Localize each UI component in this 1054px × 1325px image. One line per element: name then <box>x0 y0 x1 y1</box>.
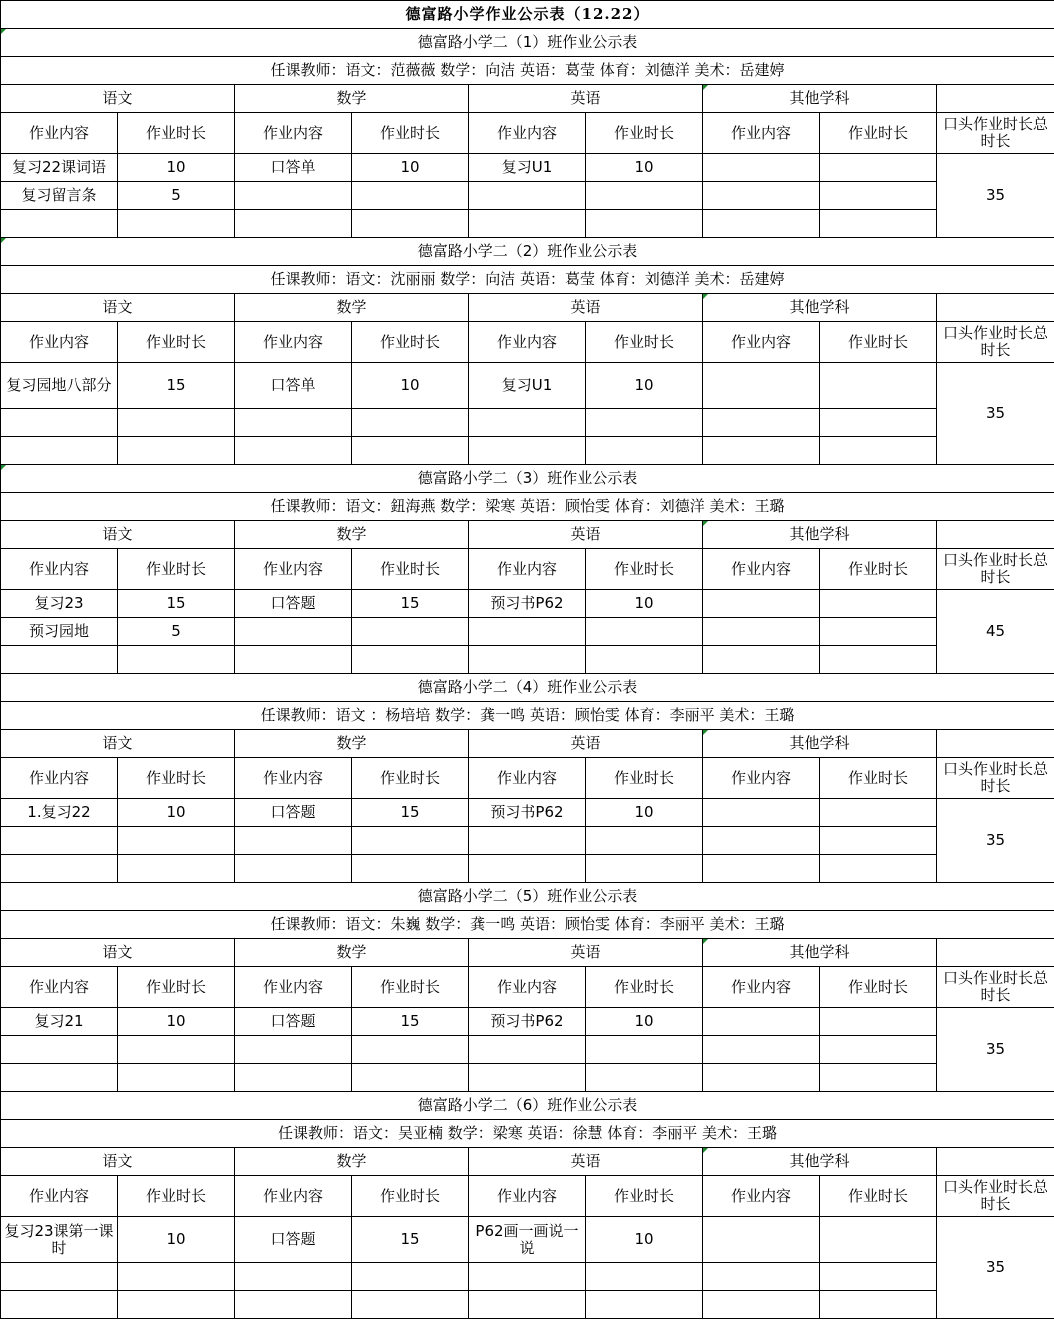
teachers-row <box>1 493 1054 521</box>
homework-duration-cell <box>352 1064 469 1092</box>
sub-header-row <box>1 1176 1054 1217</box>
data-row <box>1 799 1054 827</box>
content-header: 作业内容 <box>1 549 118 590</box>
homework-duration-cell <box>586 210 703 238</box>
homework-duration-cell <box>352 409 469 437</box>
homework-duration-cell: 10 <box>586 799 703 827</box>
sub-header-row <box>1 758 1054 799</box>
content-header: 作业内容 <box>1 967 118 1008</box>
subject-header-english: 英语 <box>469 85 703 113</box>
homework-content-cell <box>469 210 586 238</box>
homework-duration-cell <box>820 827 937 855</box>
homework-content-cell: 复习U1 <box>469 363 586 409</box>
homework-duration-cell <box>118 437 235 465</box>
oral-total-header: 口头作业时长总时长 <box>937 113 1054 154</box>
cell-comment-marker <box>1 29 6 34</box>
duration-header: 作业时长 <box>352 758 469 799</box>
data-row <box>1 409 1054 437</box>
data-row <box>1 1217 1054 1263</box>
data-row <box>1 827 1054 855</box>
subject-header-chinese: 语文 <box>1 85 235 113</box>
homework-content-cell <box>235 1263 352 1291</box>
subject-header-row <box>1 939 1054 967</box>
homework-content-cell <box>235 646 352 674</box>
homework-duration-cell <box>352 855 469 883</box>
teachers-row <box>1 911 1054 939</box>
homework-duration-cell <box>118 1036 235 1064</box>
homework-content-cell <box>703 1008 820 1036</box>
homework-duration-cell: 15 <box>352 1008 469 1036</box>
subject-header-english: 英语 <box>469 521 703 549</box>
homework-duration-cell <box>586 1036 703 1064</box>
subject-header-blank <box>937 85 1054 113</box>
data-row <box>1 646 1054 674</box>
homework-content-cell <box>703 182 820 210</box>
homework-content-cell: 口答题 <box>235 1008 352 1036</box>
homework-content-cell: 复习留言条 <box>1 182 118 210</box>
homework-duration-cell: 5 <box>118 618 235 646</box>
duration-header: 作业时长 <box>586 967 703 1008</box>
homework-content-cell <box>469 646 586 674</box>
homework-content-cell <box>1 1036 118 1064</box>
content-header: 作业内容 <box>703 1176 820 1217</box>
homework-duration-cell <box>118 1064 235 1092</box>
data-row <box>1 363 1054 409</box>
duration-header: 作业时长 <box>118 758 235 799</box>
content-header: 作业内容 <box>235 967 352 1008</box>
content-header: 作业内容 <box>235 1176 352 1217</box>
data-row <box>1 1036 1054 1064</box>
homework-content-cell: 口答单 <box>235 363 352 409</box>
homework-duration-cell <box>352 182 469 210</box>
homework-content-cell <box>703 590 820 618</box>
subject-header-math: 数学 <box>235 939 469 967</box>
homework-duration-cell <box>118 210 235 238</box>
homework-duration-cell <box>820 1263 937 1291</box>
homework-content-cell <box>703 1291 820 1319</box>
homework-content-cell <box>703 409 820 437</box>
oral-total-value: 35 <box>937 363 1054 465</box>
homework-duration-cell <box>820 154 937 182</box>
homework-duration-cell <box>352 210 469 238</box>
homework-duration-cell <box>352 827 469 855</box>
homework-duration-cell: 15 <box>118 363 235 409</box>
homework-content-cell: 口答单 <box>235 154 352 182</box>
homework-content-cell <box>469 855 586 883</box>
teachers-row <box>1 57 1054 85</box>
title-row <box>1 1 1054 29</box>
homework-content-cell <box>703 363 820 409</box>
homework-duration-cell <box>118 1263 235 1291</box>
homework-content-cell <box>703 1263 820 1291</box>
homework-content-cell <box>703 855 820 883</box>
homework-duration-cell: 10 <box>586 363 703 409</box>
class-title: 德富路小学二（5）班作业公示表 <box>1 883 1054 911</box>
homework-content-cell <box>1 437 118 465</box>
homework-duration-cell <box>586 646 703 674</box>
content-header: 作业内容 <box>235 113 352 154</box>
content-header: 作业内容 <box>469 113 586 154</box>
homework-duration-cell <box>820 363 937 409</box>
data-row <box>1 590 1054 618</box>
homework-duration-cell <box>118 1291 235 1319</box>
homework-content-cell: 复习21 <box>1 1008 118 1036</box>
duration-header: 作业时长 <box>118 967 235 1008</box>
cell-comment-marker <box>1 465 6 470</box>
duration-header: 作业时长 <box>820 322 937 363</box>
duration-header: 作业时长 <box>820 549 937 590</box>
class-title: 德富路小学二（6）班作业公示表 <box>1 1092 1054 1120</box>
homework-content-cell: 复习23 <box>1 590 118 618</box>
homework-duration-cell: 10 <box>586 1217 703 1263</box>
homework-duration-cell: 10 <box>118 799 235 827</box>
data-row <box>1 437 1054 465</box>
subject-header-row <box>1 85 1054 113</box>
subject-header-english: 英语 <box>469 939 703 967</box>
homework-duration-cell: 10 <box>118 154 235 182</box>
data-row <box>1 1008 1054 1036</box>
data-row <box>1 182 1054 210</box>
sub-header-row <box>1 549 1054 590</box>
subject-header-row <box>1 521 1054 549</box>
content-header: 作业内容 <box>469 758 586 799</box>
homework-duration-cell <box>820 210 937 238</box>
homework-duration-cell <box>820 409 937 437</box>
subject-header-chinese: 语文 <box>1 1148 235 1176</box>
homework-content-cell <box>235 1036 352 1064</box>
duration-header: 作业时长 <box>820 113 937 154</box>
homework-duration-cell <box>820 1064 937 1092</box>
homework-duration-cell: 15 <box>352 1217 469 1263</box>
subject-header-english: 英语 <box>469 294 703 322</box>
duration-header: 作业时长 <box>820 758 937 799</box>
teachers-row <box>1 1120 1054 1148</box>
duration-header: 作业时长 <box>118 549 235 590</box>
homework-duration-cell <box>586 1263 703 1291</box>
homework-content-cell <box>1 1064 118 1092</box>
class-title: 德富路小学二（1）班作业公示表 <box>1 29 1054 57</box>
cell-comment-marker <box>703 939 708 944</box>
homework-duration-cell <box>586 1291 703 1319</box>
duration-header: 作业时长 <box>352 1176 469 1217</box>
data-row <box>1 1263 1054 1291</box>
subject-header-math: 数学 <box>235 1148 469 1176</box>
class-title-row <box>1 465 1054 493</box>
subject-header-math: 数学 <box>235 85 469 113</box>
subject-header-row <box>1 730 1054 758</box>
homework-duration-cell <box>820 1036 937 1064</box>
homework-content-cell <box>703 437 820 465</box>
homework-content-cell <box>1 855 118 883</box>
homework-content-cell <box>1 409 118 437</box>
data-row <box>1 618 1054 646</box>
duration-header: 作业时长 <box>586 322 703 363</box>
homework-content-cell: 预习书P62 <box>469 590 586 618</box>
teachers-line: 任课教师：语文：吴亚楠 数学：梁寒 英语：徐慧 体育：李丽平 美术：王璐 <box>1 1120 1054 1148</box>
subject-header-blank <box>937 730 1054 758</box>
homework-content-cell <box>469 1263 586 1291</box>
homework-content-cell <box>703 827 820 855</box>
homework-content-cell: 复习园地八部分 <box>1 363 118 409</box>
homework-duration-cell: 10 <box>352 154 469 182</box>
homework-duration-cell: 10 <box>118 1217 235 1263</box>
homework-duration-cell <box>586 409 703 437</box>
teachers-line: 任课教师：语文：沈丽丽 数学：向洁 英语：葛莹 体育：刘德洋 美术：岳建婷 <box>1 266 1054 294</box>
homework-duration-cell <box>352 437 469 465</box>
oral-total-value: 35 <box>937 154 1054 238</box>
homework-content-cell <box>235 618 352 646</box>
homework-content-cell: 口答题 <box>235 1217 352 1263</box>
content-header: 作业内容 <box>703 967 820 1008</box>
oral-total-header: 口头作业时长总时长 <box>937 758 1054 799</box>
homework-content-cell <box>703 210 820 238</box>
homework-duration-cell <box>352 646 469 674</box>
duration-header: 作业时长 <box>820 967 937 1008</box>
content-header: 作业内容 <box>469 967 586 1008</box>
cell-comment-marker <box>1 238 6 243</box>
homework-content-cell <box>469 618 586 646</box>
content-header: 作业内容 <box>1 1176 118 1217</box>
homework-duration-cell <box>352 1036 469 1064</box>
homework-content-cell <box>703 1064 820 1092</box>
class-title-row <box>1 29 1054 57</box>
subject-header-other: 其他学科 <box>703 939 937 967</box>
homework-duration-cell: 10 <box>586 1008 703 1036</box>
class-title-row <box>1 1092 1054 1120</box>
homework-duration-cell <box>586 855 703 883</box>
subject-header-chinese: 语文 <box>1 730 235 758</box>
oral-total-header: 口头作业时长总时长 <box>937 549 1054 590</box>
duration-header: 作业时长 <box>352 113 469 154</box>
homework-content-cell: P62画一画说一说 <box>469 1217 586 1263</box>
homework-duration-cell <box>118 646 235 674</box>
content-header: 作业内容 <box>703 113 820 154</box>
subject-header-chinese: 语文 <box>1 939 235 967</box>
sub-header-row <box>1 113 1054 154</box>
class-title-row <box>1 674 1054 702</box>
teachers-row <box>1 702 1054 730</box>
content-header: 作业内容 <box>703 758 820 799</box>
subject-header-math: 数学 <box>235 730 469 758</box>
homework-content-cell <box>235 182 352 210</box>
subject-header-other: 其他学科 <box>703 294 937 322</box>
data-row <box>1 855 1054 883</box>
cell-comment-marker <box>703 85 708 90</box>
homework-duration-cell <box>586 1064 703 1092</box>
cell-comment-marker <box>703 294 708 299</box>
subject-header-chinese: 语文 <box>1 294 235 322</box>
homework-duration-cell: 15 <box>352 590 469 618</box>
duration-header: 作业时长 <box>586 1176 703 1217</box>
homework-duration-cell <box>820 1291 937 1319</box>
teachers-line: 任课教师：语文：鈕海燕 数学：梁寒 英语：顾怡雯 体育：刘德洋 美术：王璐 <box>1 493 1054 521</box>
oral-total-value: 35 <box>937 1217 1054 1319</box>
homework-duration-cell <box>820 1217 937 1263</box>
homework-content-cell <box>703 1217 820 1263</box>
duration-header: 作业时长 <box>352 549 469 590</box>
subject-header-other: 其他学科 <box>703 1148 937 1176</box>
homework-duration-cell: 10 <box>586 154 703 182</box>
subject-header-blank <box>937 1148 1054 1176</box>
homework-content-cell <box>1 210 118 238</box>
oral-total-value: 45 <box>937 590 1054 674</box>
homework-content-cell <box>703 799 820 827</box>
homework-duration-cell <box>820 182 937 210</box>
homework-content-cell: 预习书P62 <box>469 1008 586 1036</box>
duration-header: 作业时长 <box>118 113 235 154</box>
homework-content-cell <box>1 1263 118 1291</box>
homework-content-cell: 复习U1 <box>469 154 586 182</box>
subject-header-english: 英语 <box>469 730 703 758</box>
duration-header: 作业时长 <box>586 113 703 154</box>
homework-content-cell <box>469 1036 586 1064</box>
duration-header: 作业时长 <box>352 967 469 1008</box>
homework-content-cell: 口答题 <box>235 590 352 618</box>
homework-content-cell <box>235 855 352 883</box>
homework-content-cell: 复习23课第一课时 <box>1 1217 118 1263</box>
sub-header-row <box>1 322 1054 363</box>
duration-header: 作业时长 <box>118 322 235 363</box>
data-row <box>1 1064 1054 1092</box>
content-header: 作业内容 <box>1 113 118 154</box>
duration-header: 作业时长 <box>352 322 469 363</box>
duration-header: 作业时长 <box>820 1176 937 1217</box>
homework-duration-cell <box>352 618 469 646</box>
cell-comment-marker <box>703 521 708 526</box>
content-header: 作业内容 <box>703 549 820 590</box>
cell-comment-marker <box>703 1148 708 1153</box>
homework-duration-cell <box>820 646 937 674</box>
subject-header-other: 其他学科 <box>703 730 937 758</box>
homework-duration-cell <box>352 1291 469 1319</box>
content-header: 作业内容 <box>469 322 586 363</box>
homework-content-cell <box>1 827 118 855</box>
homework-duration-cell <box>586 827 703 855</box>
class-title: 德富路小学二（2）班作业公示表 <box>1 238 1054 266</box>
homework-content-cell <box>469 1291 586 1319</box>
teachers-row <box>1 266 1054 294</box>
homework-content-cell <box>1 1291 118 1319</box>
teachers-line: 任课教师：语文：朱巍 数学：龚一鸣 英语：顾怡雯 体育：李丽平 美术：王璐 <box>1 911 1054 939</box>
homework-content-cell <box>235 210 352 238</box>
subject-header-blank <box>937 939 1054 967</box>
subject-header-row <box>1 294 1054 322</box>
cell-comment-marker <box>703 730 708 735</box>
subject-header-other: 其他学科 <box>703 85 937 113</box>
duration-header: 作业时长 <box>586 549 703 590</box>
homework-duration-cell <box>118 855 235 883</box>
data-row <box>1 210 1054 238</box>
subject-header-blank <box>937 294 1054 322</box>
homework-content-cell: 口答题 <box>235 799 352 827</box>
homework-content-cell <box>235 437 352 465</box>
homework-content-cell: 1.复习22 <box>1 799 118 827</box>
homework-content-cell <box>235 827 352 855</box>
homework-content-cell <box>703 646 820 674</box>
homework-duration-cell <box>586 437 703 465</box>
oral-total-value: 35 <box>937 1008 1054 1092</box>
homework-duration-cell <box>586 182 703 210</box>
duration-header: 作业时长 <box>586 758 703 799</box>
oral-total-value: 35 <box>937 799 1054 883</box>
homework-duration-cell <box>820 437 937 465</box>
homework-content-cell <box>235 1291 352 1319</box>
sub-header-row <box>1 967 1054 1008</box>
class-title: 德富路小学二（3）班作业公示表 <box>1 465 1054 493</box>
content-header: 作业内容 <box>1 322 118 363</box>
content-header: 作业内容 <box>1 758 118 799</box>
homework-content-cell <box>469 437 586 465</box>
content-header: 作业内容 <box>469 549 586 590</box>
subject-header-row <box>1 1148 1054 1176</box>
homework-duration-cell <box>820 590 937 618</box>
homework-content-cell <box>469 409 586 437</box>
homework-duration-cell <box>820 1008 937 1036</box>
content-header: 作业内容 <box>235 549 352 590</box>
homework-content-cell <box>235 409 352 437</box>
class-title: 德富路小学二（4）班作业公示表 <box>1 674 1054 702</box>
homework-duration-cell <box>118 409 235 437</box>
subject-header-math: 数学 <box>235 294 469 322</box>
data-row <box>1 154 1054 182</box>
oral-total-header: 口头作业时长总时长 <box>937 967 1054 1008</box>
content-header: 作业内容 <box>235 758 352 799</box>
oral-total-header: 口头作业时长总时长 <box>937 322 1054 363</box>
homework-content-cell <box>469 182 586 210</box>
oral-total-header: 口头作业时长总时长 <box>937 1176 1054 1217</box>
content-header: 作业内容 <box>703 322 820 363</box>
homework-duration-cell <box>820 618 937 646</box>
subject-header-chinese: 语文 <box>1 521 235 549</box>
homework-duration-cell <box>820 799 937 827</box>
subject-header-math: 数学 <box>235 521 469 549</box>
data-row <box>1 1291 1054 1319</box>
subject-header-other: 其他学科 <box>703 521 937 549</box>
homework-content-cell <box>469 1064 586 1092</box>
homework-duration-cell <box>586 618 703 646</box>
homework-content-cell <box>1 646 118 674</box>
subject-header-blank <box>937 521 1054 549</box>
teachers-line: 任课教师：语文：范薇薇 数学：向洁 英语：葛莹 体育：刘德洋 美术：岳建婷 <box>1 57 1054 85</box>
teachers-line: 任课教师：语文 ：杨培培 数学：龚一鸣 英语：顾怡雯 体育：李丽平 美术：王璐 <box>1 702 1054 730</box>
homework-content-cell <box>469 827 586 855</box>
homework-content-cell: 预习园地 <box>1 618 118 646</box>
sheet-title: 德富路小学作业公示表（12.22） <box>1 1 1054 29</box>
class-title-row <box>1 883 1054 911</box>
homework-content-cell: 复习22课词语 <box>1 154 118 182</box>
homework-duration-cell <box>820 855 937 883</box>
class-title-row <box>1 238 1054 266</box>
content-header: 作业内容 <box>235 322 352 363</box>
homework-content-cell <box>703 154 820 182</box>
homework-duration-cell <box>118 827 235 855</box>
homework-duration-cell: 10 <box>118 1008 235 1036</box>
homework-content-cell <box>235 1064 352 1092</box>
homework-content-cell: 预习书P62 <box>469 799 586 827</box>
homework-duration-cell: 15 <box>352 799 469 827</box>
homework-duration-cell <box>352 1263 469 1291</box>
duration-header: 作业时长 <box>118 1176 235 1217</box>
content-header: 作业内容 <box>469 1176 586 1217</box>
homework-duration-cell: 5 <box>118 182 235 210</box>
homework-duration-cell: 10 <box>352 363 469 409</box>
homework-content-cell <box>703 618 820 646</box>
subject-header-english: 英语 <box>469 1148 703 1176</box>
homework-duration-cell: 10 <box>586 590 703 618</box>
homework-duration-cell: 15 <box>118 590 235 618</box>
homework-content-cell <box>703 1036 820 1064</box>
